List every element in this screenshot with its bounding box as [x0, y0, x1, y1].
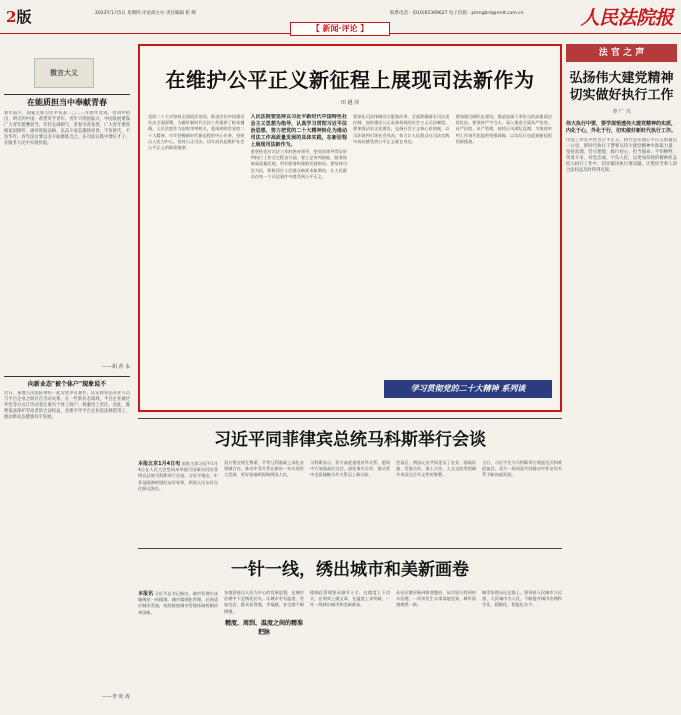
- story2-col-3: 马科斯表示，菲方高度重视对华关系，愿同中方加强高层交往，深化务实合作，推动菲中全面战略合作关系迈上新台阶。: [310, 460, 390, 478]
- article1-author: ——胡 青 永: [101, 364, 130, 370]
- main-col-1: 党的二十大对坚持全面依法治国、推进法治中国建设作出全面部署，为做好新时代司法工作提供了根本遵循。人民法院作为国家审判机关，要深刻领会党的二十大精神，牢牢把握新时代新征程的中心任务，坚持以人民为中心，坚持公正司法，切实肩负起维护社会公平正义的职责使命。: [148, 114, 245, 151]
- right-article-author: 李 广 兴: [612, 109, 631, 115]
- main-article-title[interactable]: 在维护公平正义新征程上展现司法新作为: [165, 68, 535, 92]
- judge-voice-banner: 法 官 之 声: [566, 44, 677, 62]
- main-lead: 人民法院要坚持以习近平新时代中国特色社会主义思想为指导，认真学习贯彻习近平法治思想，努力把党的二十大精神转化为推动司法工作高质量发展的具体实践，在新征程上展现司法新作为。: [250, 114, 347, 148]
- story-xi-marcos: [138, 418, 562, 544]
- story2-col-4: 会谈后，两国元首共同见证了农业、基础设施、发展合作、海上合作、人文交流等领域多项双边合作文件的签署。: [396, 460, 476, 478]
- newspaper-brand: 人民法院报: [580, 7, 673, 29]
- column-logo: 微言大义: [34, 58, 94, 88]
- right-column: [566, 44, 677, 710]
- story2-col-2: 双方要在相互尊重、平等互利基础上深化各领域合作，推动中菲关系在新的一年实现更大发展，更好造福两国和两国人民。: [224, 460, 304, 478]
- story2-col-1: 本报北京1月4日电 国家主席习近平1月4日在人民大会堂同来华进行国事访问的菲律宾总统马科斯举行会谈。习近平指出，中菲是隔海相望的友好邻邦，两国人民友好交往源远流长。: [138, 461, 218, 491]
- article1-title[interactable]: 在能质担当中奉献青春: [4, 94, 130, 108]
- article2-author: ——李 奕 涛: [101, 694, 130, 700]
- story3-col-3: 精细化管理要从细节入手，在精度上下功夫，在周到上做文章，在温度上求突破，一针一线绣出城市和美新画卷。: [310, 590, 390, 608]
- main-article-body: [148, 114, 552, 404]
- story2-col-5: 当日，习近平还为马科斯举行欢迎仪式和欢迎宴会。双方一致同意共同推动中菲友好关系不断向前发展。: [482, 460, 562, 478]
- story3-col-4: 从社区微更新到街巷整治，从垃圾分类到停车治理，一项项民生实事落地见效，城市面貌焕然一新。: [396, 590, 476, 608]
- main-col-2: 人民法院要坚持以习近平新时代中国特色社会主义思想为指导，认真学习贯彻习近平法治思想，努力把党的二十大精神转化为推动司法工作高质量发展的具体实践，在新征程上展现司法新作为。 要坚持党对司法工作的绝对领导，把党的领导贯穿审判执行工作全过程各方面。要立足审判职能，服务保障高质量发展，更好服务构建新发展格局。要坚持司法为民，积极回应人民群众新要求新期待，让人民群众在每一个司法案件中感受到公平正义。: [250, 114, 347, 179]
- story3-title[interactable]: 一针一线，绣出城市和美新画卷: [231, 560, 469, 580]
- story2-byline: 本报北京1月4日电: [138, 461, 181, 467]
- series-banner: 学习贯彻党的二十大精神 系列谈: [384, 380, 552, 398]
- left-column: [4, 40, 130, 710]
- right-article-body: 司法工作关乎社会公平正义，执行是实现公平正义的最后一公里。新时代执行干警要从伟大建党精神中汲取力量，坚持真理、坚守理想，践行初心、担当使命，不怕牺牲、英勇斗争，对党忠诚、不负人民，以更加昂扬的精神状态投入执行工作中，切实解决执行难问题，让胜诉当事人的合法权益及时得到兑现。: [566, 138, 677, 173]
- right-article-lead: 伟大执行中要，要学深悟透伟大建党精神的实质，内化于心，外化于行，切实做好新时代执行工作。: [566, 121, 677, 134]
- story3-col-2: 各地坚持以人民为中心的发展思想，在城市治理中下足绣花功夫，让城市更有温度、更加宜居，群众获得感、幸福感、安全感不断增强。 精度、周到、温度之间的精准把脉: [224, 590, 304, 636]
- article1-body: 新年前夕，国家主席习近平发表二〇二三年新年贺词。贺词中指出，明天的中国，希望寄予青年。青年兴则国家兴，中国发展要靠广大青年挺膺担当。年轻充满朝气，青春孕育希望。广大青年要厚植家国情怀、涵养进取品格，以奋斗姿态激扬青春，不负时代，不负华年。青年法官要以多方面磨炼自己，在司法实践中增长才干，在服务人民中实现价值。: [4, 111, 130, 146]
- issue-info: 2023年1月5日 星期四 评论部主办 责任编辑 崔 峰: [95, 11, 196, 16]
- contact-info: 联系电话：(010)65369627 电子信箱：plrmgbrd@rmlt.com.cn: [390, 11, 524, 16]
- article2-title[interactable]: 向新业态"被个体户"现象说不: [4, 376, 130, 388]
- page-number: 2版: [6, 8, 32, 26]
- article2-body: 近日，某地人民法院审结一起劳动争议案件，认定新业态从业人员与平台企业之间存在劳动关系。在一些新业态领域，平台企业通过外包等方式让劳动者注册为个体工商户，规避用工责任。对此，既要依法保护劳动者的合法权益，也要引导平台企业依法规范用工，推动新业态健康有序发展。: [4, 391, 130, 420]
- section-tag: 【 新闻·评论 】: [290, 22, 390, 36]
- story2-title[interactable]: 习近平同菲律宾总统马科斯举行会谈: [214, 430, 486, 450]
- story-city-governance: [138, 548, 562, 710]
- main-article-author: 田 越 泽: [340, 100, 360, 106]
- right-article-title[interactable]: 弘扬伟大建党精神 切实做好执行工作: [569, 71, 674, 103]
- story3-col-5: 城市治理永远在路上。要坚持人民城市人民建、人民城市为人民，不断提升城市治理科学化、精细化、智能化水平。: [482, 590, 562, 608]
- main-article: [138, 44, 562, 412]
- story3-col-1: 本报讯 习近平总书记指出，城市管理应该像绣花一样精细。城市精细化管理，必须适应城市发展，持续推进城市管理体制机制改革创新。: [138, 591, 218, 615]
- main-col-3: 要深化司法体制综合配套改革，全面准确落实司法责任制，加快建设公正高效权威的社会主义司法制度。要加强法治文化建设，弘扬社会主义核心价值观，以司法裁判引领社会风尚，努力让人民群众在司法实践中真切感受到公平正义就在身边。: [353, 114, 450, 144]
- main-col-4: 要加强过硬队伍建设，锻造忠诚干净担当的高素质法院队伍。要坚持严字当头，深入推进全面从严治党、从严治院、从严管理，持续正风肃纪反腐，为推进审判工作现代化提供坚强保障，以实际行动迎接新征程的新挑战。: [455, 114, 552, 144]
- story3-byline: 本报讯: [138, 591, 154, 597]
- story3-subhead: 精度、周到、温度之间的精准把脉: [224, 619, 303, 636]
